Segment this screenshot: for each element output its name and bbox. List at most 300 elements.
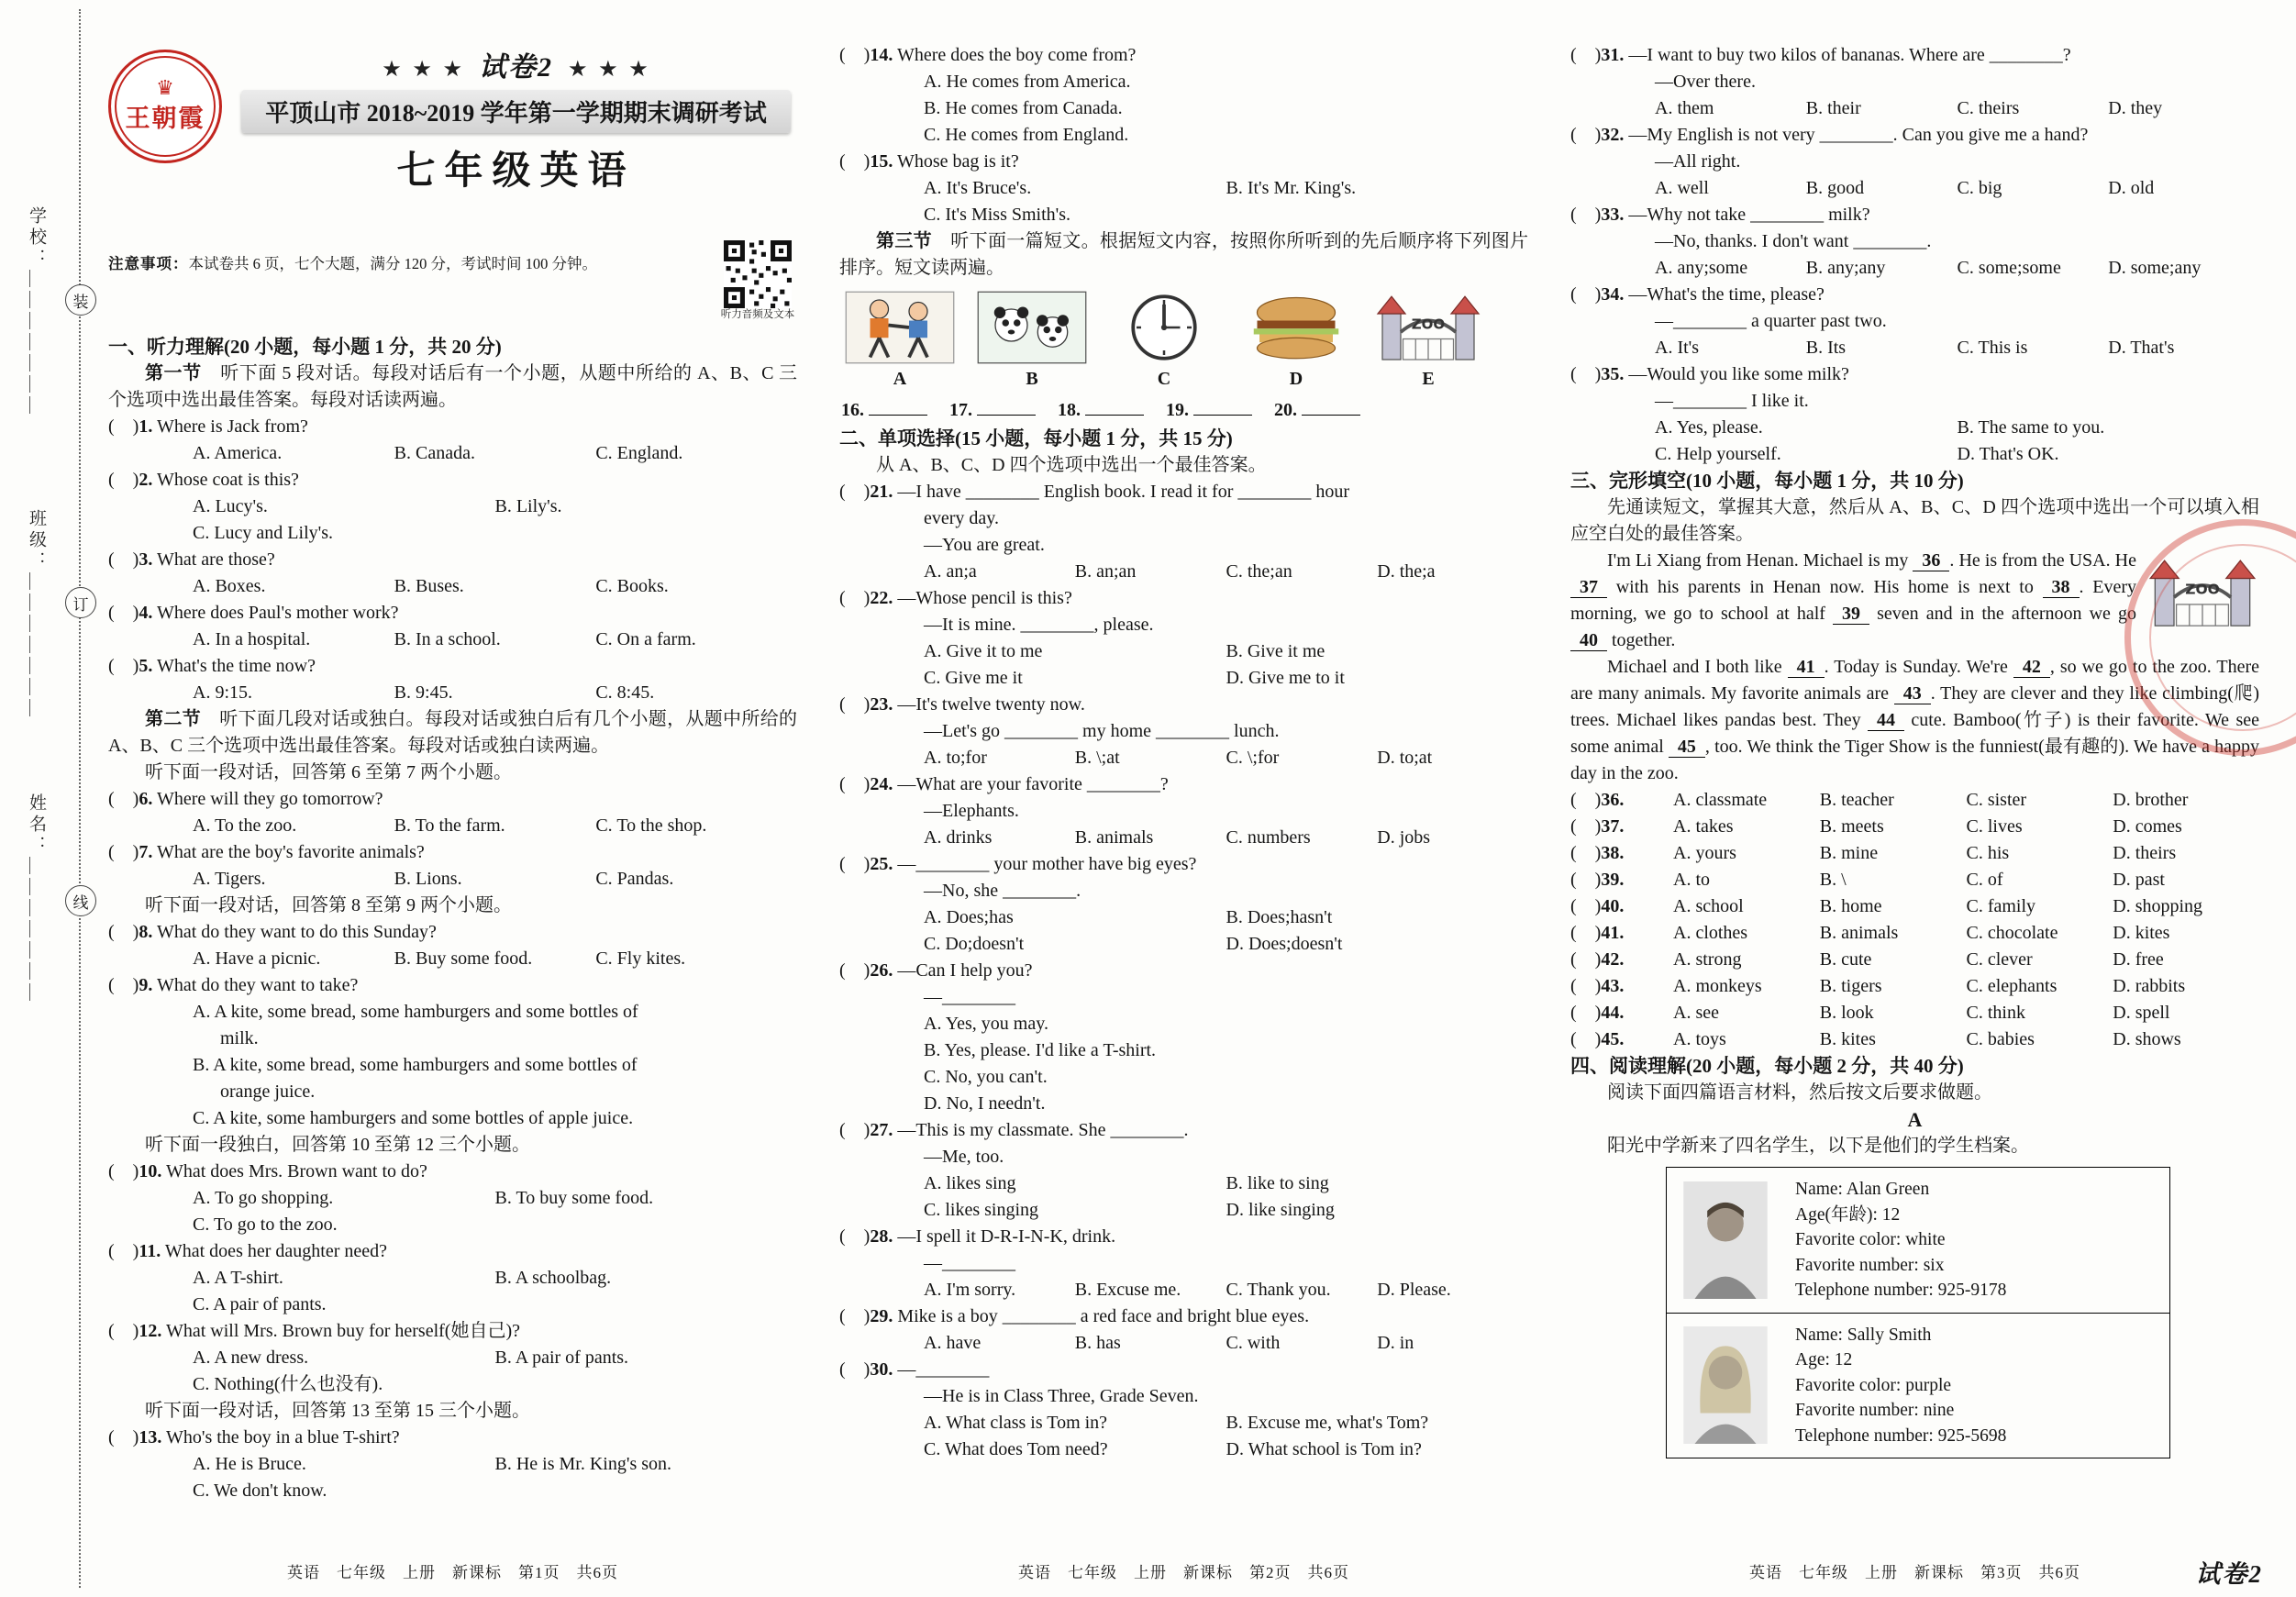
option-item: B. teacher: [1819, 790, 1894, 810]
question-line: [839, 771, 1528, 798]
cloze-blank-number: 45: [1669, 737, 1705, 758]
paper-number-badge: 试卷2: [479, 52, 553, 83]
option-row: [193, 494, 797, 520]
option-item: D. Give me to it: [1226, 668, 1345, 688]
question-line: [839, 1357, 1528, 1383]
question-number: ( )44.: [1570, 1003, 1625, 1023]
option-item: A. I'm sorry.: [924, 1280, 1016, 1300]
question-number: 12.: [139, 1321, 162, 1341]
question-text: Where does Paul's mother work?: [156, 603, 399, 623]
listening-image-c: [1105, 291, 1223, 393]
question-text: Whose coat is this?: [156, 470, 299, 490]
option-item: D. shows: [2113, 1029, 2181, 1049]
option-row: [193, 1185, 797, 1212]
question-line: [1570, 282, 2259, 308]
question-line: [839, 479, 1528, 505]
option-item: C. the;an: [1226, 561, 1292, 582]
instruction-paragraph: 第一节 听下面 5 段对话。每段对话后有一个小题，从题中所给的 A、B、C 三个选项中选出最佳答案。每段对话读两遍。: [108, 363, 797, 410]
option-item: B. animals: [1074, 827, 1154, 848]
question-number: 25.: [870, 854, 893, 874]
question-text: —I have ________ English book. I read it for ________ hour: [897, 482, 1350, 502]
option-item: D. brother: [2113, 790, 2189, 810]
option-row: [924, 745, 1528, 771]
answer-paren: ( ): [1570, 45, 1602, 65]
question-line: [108, 1318, 797, 1345]
option-item: B. Lily's.: [494, 496, 562, 516]
cloze-paragraph: Michael and I both like 41 . Today is Sunday. We're 42 , so we go to the zoo. There are many animals. My favorite animals are 43 . They are clever and they like climbing(爬) trees. Michael likes pandas best. They 44 cute. Bamboo(竹子) is their favorite. We see some animal 45 , too. We think the Tiger Show is the funniest(最有趣的). We have a happy day in the zoo.: [1570, 657, 2259, 783]
question-number: ( )38.: [1570, 843, 1625, 863]
question-number: 14.: [870, 45, 893, 65]
profile-line: Age(年龄): 12: [1795, 1204, 1901, 1225]
question-line: [108, 1425, 797, 1451]
question-number: 6.: [139, 789, 153, 809]
option-item: D. Please.: [1377, 1280, 1451, 1300]
option-row: [924, 175, 1528, 202]
option-item: C. family: [1966, 896, 2036, 916]
option-item: A. classmate: [1673, 790, 1768, 810]
question-number: 1.: [139, 416, 153, 437]
cloze-blank-number: 37: [1570, 577, 1607, 598]
question-continuation: —________ a quarter past two.: [1655, 311, 1887, 331]
question-line: [1570, 361, 2259, 388]
column-1-body: [108, 334, 797, 1504]
cloze-option-row: [1570, 973, 2259, 1000]
option-item: B. Buy some food.: [394, 948, 533, 969]
option-item: D. theirs: [2113, 843, 2177, 863]
option-row: [924, 1436, 1528, 1463]
instruction-paragraph: 第三节 听下面一篇短文。根据短文内容，按照你所听到的先后顺序将下列图片排序。短文读两遍。: [839, 231, 1529, 278]
cloze-blank-number: 42: [2013, 657, 2050, 678]
option-row: [193, 1451, 797, 1478]
question-line: [839, 1117, 1528, 1144]
question-text: —It's twelve twenty now.: [897, 694, 1085, 715]
option-item: A. Tigers.: [193, 869, 266, 889]
publisher-logo: [108, 50, 222, 163]
listening-image-b: [973, 291, 1091, 393]
option-row: [1655, 335, 2259, 361]
option-row: [193, 1371, 797, 1398]
section-heading: 三、完形填空(10 小题，每小题 1 分，共 10 分): [1570, 470, 1964, 492]
seal-line: [79, 9, 81, 1588]
option-item: A. Yes, you may.: [924, 1014, 1048, 1034]
option-item: B. home: [1819, 896, 1882, 916]
question-line: [108, 1159, 797, 1185]
blank-number: 17.: [949, 400, 972, 420]
cloze-option-row: [1570, 947, 2259, 973]
cloze-option-row: [1570, 920, 2259, 947]
option-row: [193, 1292, 797, 1318]
option-row: [1655, 95, 2259, 122]
option-item: C. sister: [1966, 790, 2027, 810]
option-item: C. He comes from England.: [924, 125, 1129, 145]
question-continuation: every day.: [924, 508, 999, 528]
option-row: [1655, 175, 2259, 202]
question-line: [108, 653, 797, 680]
question-text: Where is Jack from?: [156, 416, 308, 437]
cloze-blank-number: 41: [1788, 657, 1825, 678]
image-label: D: [1289, 369, 1303, 389]
option-row: [924, 638, 1528, 665]
option-item: C. A pair of pants.: [193, 1294, 327, 1314]
listening-image-d: [1237, 291, 1355, 393]
option-item: A. A kite, some bread, some hamburgers and some bottles of: [193, 1002, 638, 1022]
question-continuation: —He is in Class Three, Grade Seven.: [924, 1386, 1199, 1406]
option-item: A. Give it to me: [924, 641, 1043, 661]
question-continuation: —No, thanks. I don't want ________.: [1655, 231, 1932, 251]
question-number: 27.: [870, 1120, 893, 1140]
option-item: A. strong: [1673, 949, 1742, 970]
option-item: B. cute: [1819, 949, 1872, 970]
question-line: [108, 919, 797, 946]
option-row: [193, 1265, 797, 1292]
image-label: E: [1422, 369, 1435, 389]
option-item: A. To go shopping.: [193, 1188, 334, 1208]
question-number: 33.: [1601, 205, 1625, 225]
option-row: [193, 680, 797, 706]
option-item: B. their: [1805, 98, 1861, 118]
notice-row: [108, 240, 797, 325]
zoo-illustration-icon: [2146, 553, 2259, 632]
option-item: B. tigers: [1819, 976, 1882, 996]
question-number: 31.: [1601, 45, 1625, 65]
option-item: A. to;for: [924, 748, 987, 768]
question-text: —I want to buy two kilos of bananas. Where are ________?: [1628, 45, 2071, 65]
question-continuation: —________: [924, 1253, 1015, 1273]
profile-line: Name: Sally Smith: [1795, 1325, 1932, 1345]
option-row: [193, 1478, 797, 1504]
option-item: C. Give me it: [924, 668, 1023, 688]
question-line: [108, 467, 797, 494]
question-line: [108, 839, 797, 866]
title-block: [235, 44, 797, 195]
question-number: 2.: [139, 470, 153, 490]
option-item: A. Boxes.: [193, 576, 266, 596]
option-row: [924, 202, 1528, 228]
column-2: [839, 42, 1528, 1504]
option-item: B. good: [1805, 178, 1865, 198]
option-continuation: milk.: [220, 1028, 259, 1048]
option-item: A. see: [1673, 1003, 1719, 1023]
passage-label: A: [1907, 1108, 1923, 1131]
name-field: 姓名：＿＿＿＿＿＿＿: [27, 793, 46, 1004]
question-line: [108, 600, 797, 627]
option-item: C. Thank you.: [1226, 1280, 1331, 1300]
option-row: [193, 440, 797, 467]
option-item: B. A kite, some bread, some hamburgers and some bottles of: [193, 1055, 638, 1075]
option-item: C. Books.: [595, 576, 669, 596]
order-blank: [1166, 396, 1252, 424]
option-item: B. \;at: [1074, 748, 1120, 768]
option-item: A. drinks: [924, 827, 993, 848]
option-item: D. That's: [2108, 338, 2175, 358]
crown-icon: ♛: [156, 76, 174, 100]
stars-decoration-right: ★ ★ ★: [568, 56, 650, 82]
paper-number-line: [235, 44, 797, 84]
answer-paren: ( ): [108, 470, 139, 490]
option-item: D. That's OK.: [1957, 444, 2059, 464]
question-continuation: —________ I like it.: [1655, 391, 1809, 411]
answer-paren: ( ): [839, 1359, 871, 1380]
option-item: C. Lucy and Lily's.: [193, 523, 334, 543]
answer-paren: ( ): [839, 151, 871, 172]
option-item: A. likes sing: [924, 1173, 1016, 1193]
question-line: [108, 786, 797, 813]
option-item: D. What school is Tom in?: [1226, 1439, 1422, 1459]
profile-line: Favorite color: purple: [1795, 1375, 1952, 1395]
column-3-body: [1570, 42, 2259, 1458]
option-item: C. lives: [1966, 816, 2023, 837]
answer-paren: ( ): [839, 482, 871, 502]
option-item: A. to: [1673, 870, 1710, 890]
answer-paren: ( ): [108, 656, 139, 676]
option-item: A. takes: [1673, 816, 1734, 837]
option-item: A. It's Bruce's.: [924, 178, 1032, 198]
logo-text: 王朝霞: [125, 104, 205, 132]
option-item: B. any;any: [1805, 258, 1886, 278]
question-text: What do they want to do this Sunday?: [156, 922, 437, 942]
footer-paper-badge: 试卷2: [2195, 1560, 2263, 1588]
answer-paren: ( ): [839, 694, 871, 715]
option-item: B. 9:45.: [394, 682, 453, 703]
cloze-option-row: [1570, 1026, 2259, 1053]
clock-icon: [1105, 291, 1223, 364]
question-line: [839, 958, 1528, 984]
profile-line: Telephone number: 925-5698: [1795, 1425, 2007, 1446]
question-number: 13.: [139, 1427, 162, 1447]
option-item: A. A T-shirt.: [193, 1268, 283, 1288]
option-continuation: orange juice.: [220, 1081, 316, 1102]
option-item: C. No, you can't.: [924, 1067, 1048, 1087]
exam-notice: [108, 240, 705, 275]
blank-number: 18.: [1058, 400, 1081, 420]
instruction-paragraph: 第二节 听下面几段对话或独白。每段对话或独白后有几个小题，从题中所给的 A、B、C 三个选项中选出最佳答案。每段对话或独白读两遍。: [108, 709, 798, 756]
option-item: B. To the farm.: [394, 815, 505, 836]
option-item: C. To the shop.: [595, 815, 707, 836]
question-text: Where will they go tomorrow?: [156, 789, 383, 809]
question-number: 15.: [870, 151, 893, 172]
option-item: D. No, I needn't.: [924, 1093, 1046, 1114]
question-text: Who's the boy in a blue T-shirt?: [165, 1427, 400, 1447]
option-row: [1655, 255, 2259, 282]
section-heading: 一、听力理解(20 小题，每小题 1 分，共 20 分): [108, 336, 502, 358]
footer-col2: 英语 七年级 上册 新课标 第2页 共6页: [1018, 1564, 1349, 1581]
option-item: B. \: [1819, 870, 1847, 890]
option-item: C. elephants: [1966, 976, 2058, 996]
order-blanks-row: [841, 396, 1528, 424]
question-text: —This is my classmate. She ________.: [897, 1120, 1189, 1140]
option-row: [1655, 441, 2259, 468]
profile-info: [1784, 1168, 2169, 1313]
blank-line: [1193, 396, 1252, 416]
option-item: C. numbers: [1226, 827, 1311, 848]
option-item: A. He is Bruce.: [193, 1454, 306, 1474]
option-item: C. his: [1966, 843, 2010, 863]
question-line: [839, 1224, 1528, 1250]
option-item: B. He is Mr. King's son.: [494, 1454, 672, 1474]
option-item: C. babies: [1966, 1029, 2035, 1049]
option-item: A. Lucy's.: [193, 496, 268, 516]
option-item: A. an;a: [924, 561, 977, 582]
option-item: B. In a school.: [394, 629, 501, 649]
question-continuation: —No, she ________.: [924, 881, 1081, 901]
cloze-option-row: [1570, 1000, 2259, 1026]
question-line: [839, 42, 1528, 69]
cloze-blank-number: 39: [1833, 604, 1869, 625]
question-text: Whose bag is it?: [896, 151, 1019, 172]
answer-paren: ( ): [839, 960, 871, 981]
option-item: D. to;at: [1377, 748, 1433, 768]
option-item: C. with: [1226, 1333, 1281, 1353]
option-item: D. shopping: [2113, 896, 2203, 916]
order-blank: [949, 396, 1036, 424]
question-line: [1570, 122, 2259, 149]
question-text: —Whose pencil is this?: [897, 588, 1072, 608]
option-item: B. It's Mr. King's.: [1226, 178, 1357, 198]
boy-photo-icon: [1667, 1168, 1784, 1313]
option-item: A. Does;has: [924, 907, 1014, 927]
option-item: C. Do;doesn't: [924, 934, 1025, 954]
option-item: B. look: [1819, 1003, 1874, 1023]
option-item: C. We don't know.: [193, 1481, 327, 1501]
seal-char-ding: 订: [65, 587, 96, 618]
exam-title: 平顶山市 2018~2019 学年第一学期期末调研考试: [241, 90, 791, 133]
option-row: [924, 559, 1528, 585]
option-item: B. Buses.: [394, 576, 464, 596]
option-item: C. Pandas.: [595, 869, 674, 889]
option-row: [924, 1170, 1528, 1197]
blank-number: 19.: [1166, 400, 1189, 420]
question-text: —What are your favorite ________?: [897, 774, 1169, 794]
question-number: 22.: [870, 588, 893, 608]
question-continuation: —You are great.: [924, 535, 1045, 555]
option-item: A. them: [1655, 98, 1714, 118]
answer-paren: ( ): [1570, 125, 1602, 145]
option-item: D. free: [2113, 949, 2164, 970]
cloze-option-row: [1570, 893, 2259, 920]
footer-col3-text: 英语 七年级 上册 新课标 第3页 共6页: [1749, 1564, 2080, 1581]
option-item: B. kites: [1819, 1029, 1876, 1049]
question-text: What will Mrs. Brown buy for herself(她自己)?: [165, 1321, 520, 1341]
image-label: B: [1026, 369, 1038, 389]
option-row: [924, 1410, 1528, 1436]
question-number: 8.: [139, 922, 153, 942]
cloze-option-row: [1570, 787, 2259, 814]
option-item: B. Lions.: [394, 869, 462, 889]
answer-paren: ( ): [108, 1241, 139, 1261]
option-item: D. in: [1377, 1333, 1414, 1353]
question-number: 28.: [870, 1226, 893, 1247]
column-2-body: [839, 42, 1528, 1463]
option-row: [924, 904, 1528, 931]
question-number: 34.: [1601, 284, 1625, 305]
question-continuation: —________: [924, 987, 1015, 1007]
option-item: C. Nothing(什么也没有).: [193, 1374, 383, 1394]
option-item: C. 8:45.: [595, 682, 655, 703]
question-line: [108, 972, 797, 999]
listening-image-a: [841, 291, 959, 393]
question-number: ( )37.: [1570, 816, 1625, 837]
option-item: D. like singing: [1226, 1200, 1335, 1220]
order-blank: [1274, 396, 1360, 424]
question-number: 7.: [139, 842, 153, 862]
option-item: B. Give it me: [1226, 641, 1325, 661]
answer-paren: ( ): [108, 789, 139, 809]
question-text: —Can I help you?: [897, 960, 1033, 981]
question-number: ( )43.: [1570, 976, 1625, 996]
option-item: A. have: [924, 1333, 982, 1353]
option-row: [193, 866, 797, 893]
instruction-paragraph: 听下面一段对话，回答第 13 至第 15 三个小题。: [145, 1401, 530, 1421]
answer-paren: ( ): [108, 549, 139, 570]
option-item: C. What does Tom need?: [924, 1439, 1108, 1459]
blank-number: 20.: [1274, 400, 1297, 420]
question-number: 9.: [139, 975, 153, 995]
answer-paren: ( ): [839, 1226, 871, 1247]
question-text: —Why not take ________ milk?: [1628, 205, 1870, 225]
question-text: —________: [897, 1359, 990, 1380]
option-row: [924, 1277, 1528, 1303]
pandas-icon: [973, 291, 1091, 364]
qr-caption: 听力音频及文本: [720, 309, 795, 320]
answer-paren: ( ): [1570, 205, 1602, 225]
paper-header: [108, 44, 797, 235]
question-text: What do they want to take?: [156, 975, 359, 995]
option-item: A. In a hospital.: [193, 629, 311, 649]
instruction-paragraph: 听下面一段对话，回答第 6 至第 7 两个小题。: [145, 762, 512, 782]
question-text: —What's the time, please?: [1628, 284, 1825, 305]
option-item: B. The same to you.: [1957, 417, 2105, 438]
school-field: 学校：＿＿＿＿＿＿＿: [27, 206, 46, 417]
option-item: C. This is: [1957, 338, 2028, 358]
cloze-option-row: [1570, 867, 2259, 893]
option-item: B. He comes from Canada.: [924, 98, 1123, 118]
cloze-blank-number: 38: [2043, 577, 2080, 598]
option-item: D. comes: [2113, 816, 2182, 837]
option-item: A. any;some: [1655, 258, 1748, 278]
option-item: A. Have a picnic.: [193, 948, 321, 969]
question-text: —Would you like some milk?: [1628, 364, 1849, 384]
option-item: D. Does;doesn't: [1226, 934, 1343, 954]
question-number: 30.: [870, 1359, 893, 1380]
profile-line: Telephone number: 925-9178: [1795, 1281, 2007, 1300]
answer-paren: ( ): [839, 854, 871, 874]
cloze-blank-number: 36: [1913, 550, 1949, 571]
question-text: What does her daughter need?: [164, 1241, 387, 1261]
question-number: 24.: [870, 774, 893, 794]
profile-line: Favorite number: nine: [1795, 1401, 1955, 1420]
footer-col3: [1570, 1559, 2263, 1588]
question-number: 3.: [139, 549, 153, 570]
hamburger-icon: [1237, 291, 1355, 364]
girl-photo-icon: [1667, 1314, 1784, 1458]
option-item: C. some;some: [1957, 258, 2061, 278]
question-text: What does Mrs. Brown want to do?: [165, 1161, 427, 1181]
listening-picture-row: [841, 291, 1526, 393]
option-item: A. He comes from America.: [924, 72, 1131, 92]
option-item: B. Yes, please. I'd like a T-shirt.: [924, 1040, 1157, 1060]
option-item: C. To go to the zoo.: [193, 1214, 338, 1235]
option-item: A. A new dress.: [193, 1347, 309, 1368]
option-item: A. clothes: [1673, 923, 1748, 943]
option-item: B. animals: [1819, 923, 1899, 943]
listening-image-e: [1370, 291, 1487, 393]
question-number: 10.: [139, 1161, 162, 1181]
option-item: B. Excuse me.: [1074, 1280, 1181, 1300]
option-item: C. clever: [1966, 949, 2033, 970]
image-label: A: [893, 369, 907, 389]
answer-paren: ( ): [108, 922, 139, 942]
answer-paren: ( ): [839, 1120, 871, 1140]
